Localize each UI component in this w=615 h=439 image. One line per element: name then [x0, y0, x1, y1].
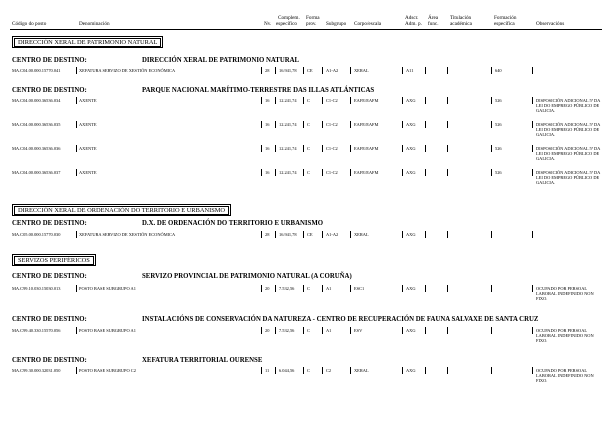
- cell-formacion: 526: [495, 98, 502, 103]
- cell-subgrupo: A1-A2: [326, 232, 339, 237]
- cell-divider: [275, 67, 276, 74]
- cell-nivel: 28: [265, 232, 270, 237]
- cell-divider: [425, 67, 426, 74]
- cell-denominacion: POSTO BASE SUBGRUPO A1: [79, 328, 136, 333]
- center-name: INSTALACIÓNS DE CONSERVACIÓN DA NATUREZA - CENTRO DE RECUPERACIÓN DE FAUNA SALVAXE DE SANTA CRUZ: [142, 316, 539, 323]
- header-rule: [10, 29, 602, 30]
- cell-divider: [303, 67, 304, 74]
- cell-corpo: EAFE/EAFM: [354, 98, 379, 103]
- center-name: SERVIZO PROVINCIAL DE PATRIMONIO NATURAL (A CORUÑA): [142, 273, 352, 280]
- cell-divider: [447, 231, 448, 238]
- cell-subgrupo: C1-C2: [326, 146, 338, 151]
- cell-divider: [76, 231, 77, 238]
- cell-corpo: XERAL: [354, 68, 369, 73]
- cell-codigo: MA.C04.00.000.36536.037: [12, 170, 61, 175]
- cell-divider: [402, 67, 403, 74]
- cell-codigo: MA.C99.30.000.32031.050: [12, 368, 61, 373]
- cell-forma: C: [307, 286, 310, 291]
- cell-nivel: 16: [265, 170, 270, 175]
- cell-subgrupo: A1: [326, 328, 332, 333]
- cell-divider: [425, 367, 426, 374]
- cell-complemento: 12.241,74: [279, 98, 297, 103]
- cell-complemento: 12.241,74: [279, 170, 297, 175]
- center-label: CENTRO DE DESTINO:: [12, 273, 87, 280]
- cell-divider: [532, 367, 533, 374]
- cell-divider: [447, 145, 448, 152]
- cell-denominacion: POSTO BASE SUBGRUPO C2: [79, 368, 136, 373]
- cell-formacion: 526: [495, 122, 502, 127]
- cell-divider: [447, 169, 448, 176]
- cell-divider: [275, 97, 276, 104]
- cell-formacion: 526: [495, 146, 502, 151]
- cell-subgrupo: C1-C2: [326, 170, 338, 175]
- cell-observacions: DISPOSICIÓN ADICIONAL 5ª DA LEI DO EMPREGO PÚBLICO DE GALICIA.: [536, 146, 601, 162]
- cell-divider: [322, 97, 323, 104]
- cell-codigo: MA.C04.00.000.36536.034: [12, 98, 61, 103]
- cell-subgrupo: C2: [326, 368, 332, 373]
- header-forma-2: prov.: [306, 21, 317, 27]
- header-complemento-2: específico: [276, 21, 298, 27]
- section-title: DIRECCIÓN XERAL DE PATRIMONIO NATURAL: [14, 38, 161, 47]
- cell-divider: [402, 169, 403, 176]
- cell-corpo: EAFE/EAFM: [354, 122, 379, 127]
- cell-denominacion: XEFATURA SERVIZO DE XESTIÓN ECONÓMICA: [79, 68, 176, 73]
- cell-complemento: 16.941,78: [279, 232, 297, 237]
- cell-divider: [447, 367, 448, 374]
- cell-divider: [322, 169, 323, 176]
- cell-divider: [425, 231, 426, 238]
- cell-divider: [491, 231, 492, 238]
- cell-observacions: DISPOSICIÓN ADICIONAL 5ª DA LEI DO EMPREGO PÚBLICO DE GALICIA.: [536, 170, 601, 186]
- cell-adscr: AXG: [406, 328, 416, 333]
- cell-divider: [491, 367, 492, 374]
- cell-adscr: A11: [406, 68, 414, 73]
- cell-divider: [532, 145, 533, 152]
- cell-codigo: MA.C04.00.000.15770.041: [12, 68, 61, 73]
- header-codigo: Código do posto: [12, 21, 47, 27]
- cell-divider: [303, 231, 304, 238]
- cell-divider: [532, 67, 533, 74]
- cell-divider: [261, 367, 262, 374]
- cell-divider: [402, 285, 403, 292]
- cell-divider: [76, 327, 77, 334]
- header-complemento-1: Complem.: [278, 15, 300, 21]
- cell-divider: [350, 367, 351, 374]
- cell-divider: [425, 121, 426, 128]
- cell-forma: C: [307, 170, 310, 175]
- cell-complemento: 12.241,74: [279, 146, 297, 151]
- header-forma-1: Forma: [306, 15, 320, 21]
- center-name: DIRECCIÓN XERAL DE PATRIMONIO NATURAL: [142, 57, 300, 64]
- header-adscr-2: Adm. p.: [405, 21, 422, 27]
- cell-divider: [350, 285, 351, 292]
- cell-forma: C: [307, 146, 310, 151]
- cell-divider: [402, 145, 403, 152]
- cell-corpo: EAFE/EAFM: [354, 170, 379, 175]
- center-name: XEFATURA TERRITORIAL OURENSE: [142, 357, 263, 364]
- header-subgrupo: Subgrupo: [326, 21, 347, 27]
- cell-divider: [350, 327, 351, 334]
- cell-observacions: OCUPADO POR PERSOAL LABORAL INDEFINIDO NON FIXO.: [536, 368, 594, 384]
- cell-divider: [261, 169, 262, 176]
- cell-nivel: 20: [265, 328, 270, 333]
- cell-divider: [350, 67, 351, 74]
- cell-forma: CE: [307, 232, 313, 237]
- cell-forma: CE: [307, 68, 313, 73]
- cell-divider: [275, 327, 276, 334]
- cell-divider: [402, 231, 403, 238]
- cell-divider: [303, 367, 304, 374]
- cell-adscr: AXG: [406, 98, 416, 103]
- header-corpo: Corpo/escala: [354, 21, 382, 27]
- section-title: SERVIZOS PERIFÉRICOS: [14, 256, 94, 265]
- cell-divider: [261, 327, 262, 334]
- center-label: CENTRO DE DESTINO:: [12, 57, 87, 64]
- cell-complemento: 7.532,56: [279, 286, 295, 291]
- cell-complemento: 12.241,74: [279, 122, 297, 127]
- cell-divider: [76, 97, 77, 104]
- cell-forma: C: [307, 328, 310, 333]
- cell-divider: [261, 231, 262, 238]
- cell-denominacion: XEFATURA SERVIZO DE XESTIÓN ECONÓMICA: [79, 232, 176, 237]
- cell-divider: [491, 327, 492, 334]
- cell-divider: [491, 145, 492, 152]
- cell-complemento: 16.941,78: [279, 68, 297, 73]
- cell-divider: [322, 67, 323, 74]
- cell-adscr: AXG: [406, 286, 416, 291]
- cell-divider: [491, 169, 492, 176]
- section-title-box: [12, 36, 163, 48]
- cell-divider: [402, 121, 403, 128]
- cell-divider: [425, 285, 426, 292]
- cell-divider: [303, 169, 304, 176]
- cell-nivel: 28: [265, 68, 270, 73]
- header-denominacion: Denominación: [79, 21, 110, 27]
- cell-divider: [261, 67, 262, 74]
- cell-divider: [532, 169, 533, 176]
- cell-divider: [425, 327, 426, 334]
- cell-corpo: ESC1: [354, 286, 365, 291]
- cell-nivel: 20: [265, 286, 270, 291]
- cell-observacions: OCUPADO POR PERSOAL LABORAL INDEFINIDO NON FIXO.: [536, 286, 594, 302]
- cell-adscr: AXG: [406, 368, 416, 373]
- cell-codigo: MA.C04.00.000.36536.035: [12, 122, 61, 127]
- header-titulacion-2: académica: [450, 21, 472, 27]
- cell-divider: [322, 145, 323, 152]
- cell-divider: [532, 285, 533, 292]
- cell-divider: [322, 231, 323, 238]
- header-area-1: Área: [428, 15, 439, 21]
- cell-divider: [261, 121, 262, 128]
- header-formacion-2: específica: [494, 21, 515, 27]
- center-label: CENTRO DE DESTINO:: [12, 316, 87, 323]
- cell-divider: [350, 97, 351, 104]
- cell-divider: [76, 285, 77, 292]
- cell-divider: [402, 97, 403, 104]
- cell-divider: [76, 121, 77, 128]
- header-adscr-1: Adscr.: [405, 15, 419, 21]
- cell-divider: [447, 327, 448, 334]
- cell-divider: [350, 169, 351, 176]
- cell-divider: [491, 121, 492, 128]
- cell-codigo: MA.C99.40.330.15570.056: [12, 328, 61, 333]
- cell-subgrupo: C1-C2: [326, 98, 338, 103]
- cell-divider: [447, 97, 448, 104]
- cell-divider: [275, 145, 276, 152]
- cell-subgrupo: C1-C2: [326, 122, 338, 127]
- cell-subgrupo: A1-A2: [326, 68, 339, 73]
- cell-divider: [491, 97, 492, 104]
- cell-codigo: MA.C04.00.000.36536.036: [12, 146, 61, 151]
- cell-nivel: 11: [265, 368, 270, 373]
- cell-divider: [322, 285, 323, 292]
- cell-divider: [532, 231, 533, 238]
- cell-divider: [303, 327, 304, 334]
- cell-divider: [303, 145, 304, 152]
- cell-divider: [402, 327, 403, 334]
- cell-divider: [275, 285, 276, 292]
- cell-denominacion: AXENTE: [79, 146, 97, 151]
- cell-denominacion: POSTO BASE SUBGRUPO A1: [79, 286, 136, 291]
- center-name: PARQUE NACIONAL MARÍTIMO-TERRESTRE DAS ILLAS ATLÁNTICAS: [142, 87, 375, 94]
- cell-divider: [303, 285, 304, 292]
- header-nivel: Nv.: [264, 21, 272, 27]
- cell-denominacion: AXENTE: [79, 122, 97, 127]
- cell-divider: [261, 285, 262, 292]
- cell-divider: [447, 121, 448, 128]
- cell-codigo: MA.C05.00.000.15770.030: [12, 232, 61, 237]
- cell-formacion: 640: [495, 68, 502, 73]
- cell-forma: C: [307, 122, 310, 127]
- center-label: CENTRO DE DESTINO:: [12, 87, 87, 94]
- cell-subgrupo: A1: [326, 286, 332, 291]
- cell-divider: [322, 121, 323, 128]
- cell-divider: [491, 67, 492, 74]
- cell-nivel: 16: [265, 146, 270, 151]
- header-area-2: func.: [428, 21, 439, 27]
- cell-adscr: AXG: [406, 232, 416, 237]
- cell-nivel: 16: [265, 122, 270, 127]
- cell-corpo: XERAL: [354, 232, 369, 237]
- cell-complemento: 7.532,56: [279, 328, 295, 333]
- cell-adscr: AXG: [406, 122, 416, 127]
- section-title-box: [12, 254, 96, 266]
- cell-observacions: DISPOSICIÓN ADICIONAL 5ª DA LEI DO EMPREGO PÚBLICO DE GALICIA.: [536, 122, 601, 138]
- cell-denominacion: AXENTE: [79, 170, 97, 175]
- cell-divider: [303, 121, 304, 128]
- cell-divider: [76, 367, 77, 374]
- cell-divider: [447, 67, 448, 74]
- header-titulacion-1: Titulación: [450, 15, 472, 21]
- cell-divider: [261, 97, 262, 104]
- cell-divider: [425, 145, 426, 152]
- center-label: CENTRO DE DESTINO:: [12, 220, 87, 227]
- cell-nivel: 16: [265, 98, 270, 103]
- cell-adscr: AXG: [406, 170, 416, 175]
- header-formacion-1: Formación: [494, 15, 517, 21]
- cell-formacion: 526: [495, 170, 502, 175]
- cell-divider: [425, 97, 426, 104]
- cell-divider: [322, 327, 323, 334]
- cell-divider: [532, 327, 533, 334]
- cell-codigo: MA.C99.10.030.15030.013: [12, 286, 61, 291]
- cell-divider: [350, 121, 351, 128]
- cell-divider: [350, 145, 351, 152]
- section-title-box: [12, 204, 231, 216]
- cell-corpo: ESV: [354, 328, 363, 333]
- cell-divider: [425, 169, 426, 176]
- cell-observacions: OCUPADO POR PERSOAL LABORAL INDEFINIDO NON FIXO.: [536, 328, 594, 344]
- cell-adscr: AXG: [406, 146, 416, 151]
- center-label: CENTRO DE DESTINO:: [12, 357, 87, 364]
- cell-divider: [275, 121, 276, 128]
- cell-forma: C: [307, 368, 310, 373]
- center-name: D.X. DE ORDENACIÓN DO TERRITORIO E URBANISMO: [142, 220, 324, 227]
- cell-divider: [491, 285, 492, 292]
- cell-corpo: EAFE/EAFM: [354, 146, 379, 151]
- cell-divider: [76, 145, 77, 152]
- cell-divider: [275, 169, 276, 176]
- cell-divider: [275, 231, 276, 238]
- cell-divider: [532, 97, 533, 104]
- cell-divider: [261, 145, 262, 152]
- header-observacions: Observacións: [536, 21, 565, 27]
- cell-divider: [350, 231, 351, 238]
- cell-divider: [303, 97, 304, 104]
- cell-divider: [322, 367, 323, 374]
- cell-divider: [76, 169, 77, 176]
- cell-divider: [275, 367, 276, 374]
- cell-forma: C: [307, 98, 310, 103]
- cell-divider: [532, 121, 533, 128]
- cell-divider: [447, 285, 448, 292]
- cell-complemento: 6.044,56: [279, 368, 295, 373]
- cell-divider: [402, 367, 403, 374]
- cell-denominacion: AXENTE: [79, 98, 97, 103]
- cell-corpo: XERAL: [354, 368, 369, 373]
- cell-divider: [76, 67, 77, 74]
- section-title: DIRECCIÓN XERAL DE ORDENACIÓN DO TERRITORIO E URBANISMO: [14, 206, 229, 215]
- cell-observacions: DISPOSICIÓN ADICIONAL 5ª DA LEI DO EMPREGO PÚBLICO DE GALICIA.: [536, 98, 601, 114]
